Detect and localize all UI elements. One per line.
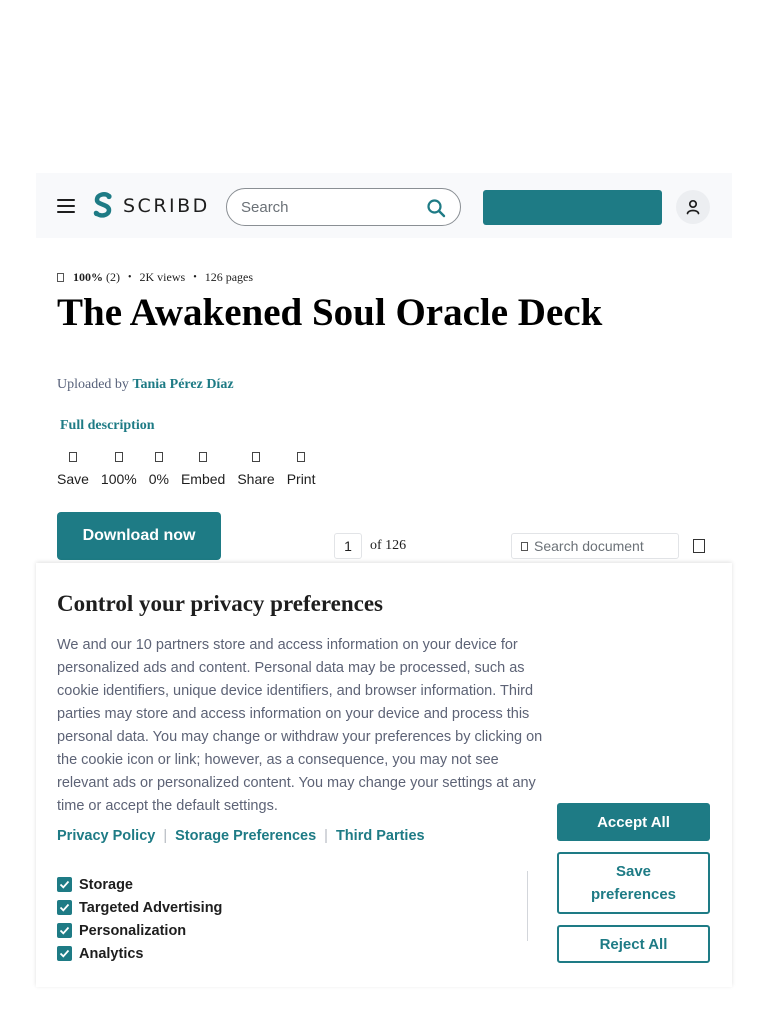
checkbox-storage[interactable] <box>57 873 222 896</box>
divider <box>527 871 528 941</box>
action-label: Embed <box>180 471 226 487</box>
print-action[interactable] <box>287 449 316 487</box>
page-count: 126 pages <box>204 270 254 284</box>
privacy-title: Control your privacy preferences <box>57 591 383 616</box>
menu-icon[interactable] <box>57 199 75 213</box>
action-label: Save <box>57 471 89 487</box>
search-document-box <box>511 533 679 559</box>
uploaded-by-label: Uploaded by <box>57 377 129 392</box>
action-label: Share <box>237 471 275 487</box>
uploader-line <box>57 377 234 393</box>
checkbox-label: Analytics <box>79 945 144 962</box>
bookmark-icon <box>69 452 77 462</box>
checkmark-icon[interactable] <box>57 900 72 915</box>
page-total: of 126 <box>370 538 407 553</box>
download-now-button[interactable]: Download now <box>57 512 221 560</box>
document-stats <box>57 270 253 285</box>
account-icon <box>684 198 702 216</box>
search-document-input[interactable] <box>534 538 674 554</box>
downvote-action[interactable] <box>149 449 169 487</box>
checkmark-icon[interactable] <box>57 877 72 892</box>
thumbs-down-icon <box>155 452 163 462</box>
thumbs-up-icon <box>115 452 123 462</box>
embed-icon <box>199 452 207 462</box>
scribd-logo-icon <box>92 192 114 220</box>
privacy-dialog <box>36 563 732 987</box>
search-box <box>226 188 461 226</box>
link-separator: | <box>324 828 328 844</box>
consent-checkboxes <box>57 873 222 965</box>
full-description-link[interactable]: Full description <box>60 418 155 433</box>
checkbox-label: Personalization <box>79 922 187 939</box>
account-button[interactable] <box>676 190 710 224</box>
checkbox-label: Storage <box>79 876 133 893</box>
checkmark-icon[interactable] <box>57 946 72 961</box>
search-icon[interactable] <box>426 198 446 218</box>
logo-text: SCRIBD <box>123 195 210 217</box>
privacy-body: We and our 10 partners store and access information on your device for personalized ads and content. Personal data may be processed, such as cookie identifiers, unique device identifiers, and browser information. Third parties may store and access information on your device and process this personal data. You may change or withdraw your preferences by clicking on the cookie icon or link; however, as a consequence, you may not see relevant ads or personalized content. You may change your settings at any time or accept the default settings. <box>57 637 543 814</box>
checkbox-personalization[interactable] <box>57 919 222 942</box>
document-actions <box>57 449 327 487</box>
reject-all-button[interactable]: Reject All <box>557 925 710 963</box>
link-separator: | <box>163 828 168 844</box>
separator-dot: • <box>193 272 197 283</box>
rating-icon <box>57 273 64 282</box>
search-icon <box>521 542 528 551</box>
scribd-logo[interactable] <box>92 191 210 221</box>
header-cta-button[interactable] <box>483 190 662 225</box>
print-icon <box>297 452 305 462</box>
privacy-links <box>57 828 425 844</box>
save-action[interactable] <box>57 449 89 487</box>
uploader-link[interactable]: Tania Pérez Díaz <box>132 377 234 392</box>
save-preferences-button[interactable]: Save preferences <box>557 852 710 914</box>
views-count: 2K views <box>139 270 186 284</box>
page-number-input[interactable]: 1 <box>334 533 362 559</box>
upvote-action[interactable] <box>101 449 137 487</box>
fullscreen-icon[interactable] <box>693 539 705 553</box>
action-label: Print <box>286 471 316 487</box>
storage-preferences-link[interactable]: Storage Preferences <box>175 828 317 844</box>
checkbox-targeted-advertising[interactable] <box>57 896 222 919</box>
checkbox-analytics[interactable] <box>57 942 222 965</box>
search-input[interactable] <box>241 197 411 217</box>
document-title: The Awakened Soul Oracle Deck <box>57 291 603 334</box>
accept-all-button[interactable]: Accept All <box>557 803 710 841</box>
checkbox-label: Targeted Advertising <box>79 899 223 916</box>
rating-count: (2) <box>106 270 120 284</box>
share-action[interactable] <box>237 449 274 487</box>
embed-action[interactable] <box>181 449 225 487</box>
action-label: 100% <box>100 471 137 487</box>
share-icon <box>252 452 260 462</box>
rating-percent: 100% <box>73 270 103 284</box>
checkmark-icon[interactable] <box>57 923 72 938</box>
site-header <box>36 173 732 238</box>
privacy-policy-link[interactable]: Privacy Policy <box>57 828 156 844</box>
action-label: 0% <box>148 471 169 487</box>
third-parties-link[interactable]: Third Parties <box>335 828 425 844</box>
separator-dot: • <box>128 272 132 283</box>
